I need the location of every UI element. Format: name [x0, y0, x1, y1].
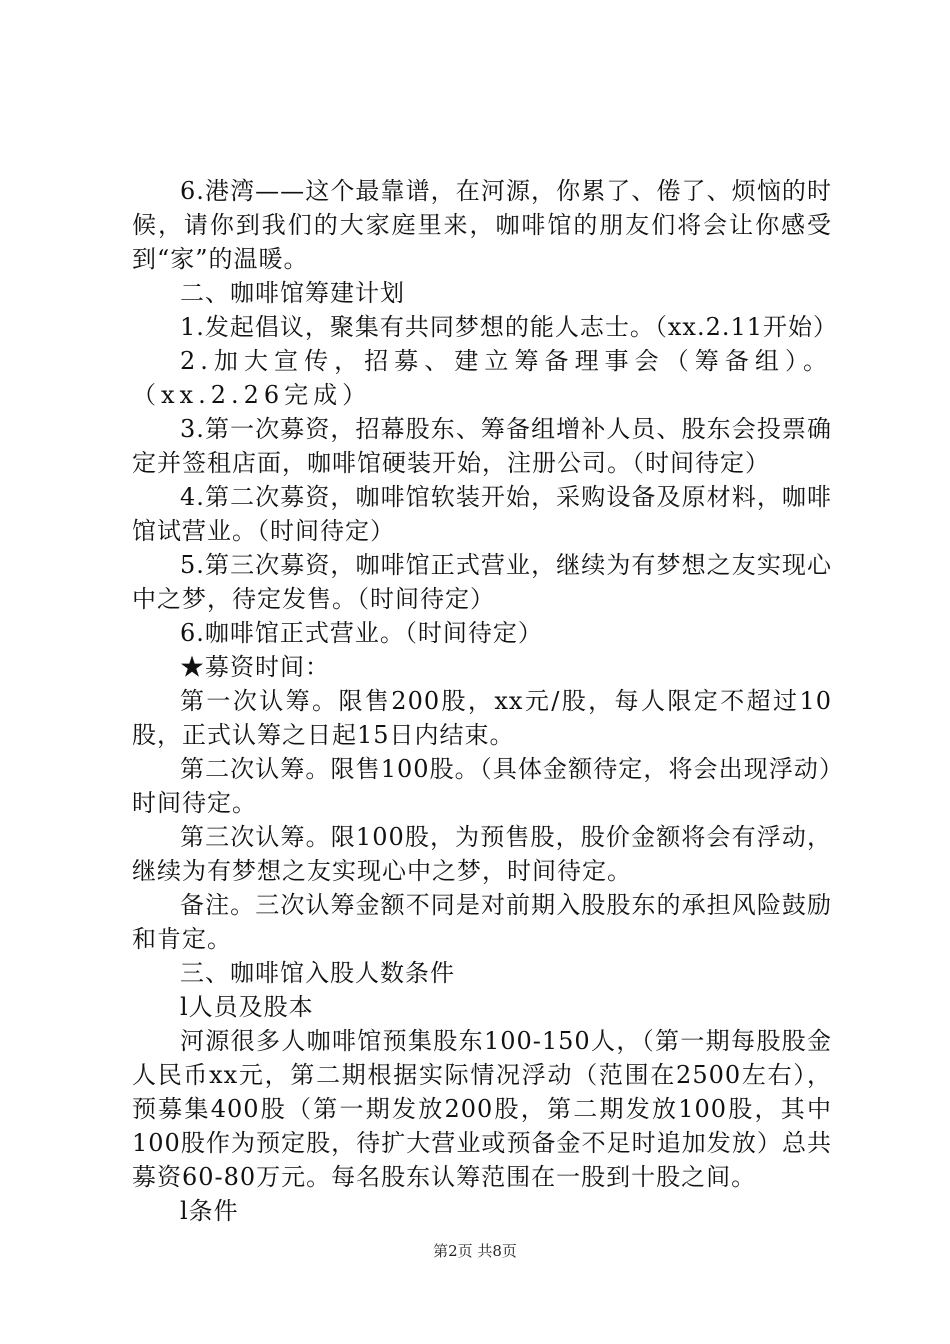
- heading-preparation-plan: 二、咖啡馆筹建计划: [180, 279, 405, 307]
- heading-fundraising-time: ★募资时间：: [180, 653, 330, 681]
- subscription-note: 备注。三次认筹金额不同是对前期入股股东的承担风险鼓励和肯定。: [132, 891, 832, 953]
- plan-item-4: 4.第二次募资，咖啡馆软装开始，采购设备及原材料，咖啡馆试营业。（时间待定）: [132, 483, 832, 545]
- subheading-personnel-capital: l人员及股本: [180, 993, 314, 1021]
- plan-item-6: 6.咖啡馆正式营业。（时间待定）: [180, 619, 543, 647]
- subscription-round-2: 第二次认筹。限售100股。（具体金额待定，将会出现浮动）时间待定。: [132, 755, 832, 817]
- paragraph-harbor: 6.港湾——这个最靠谱，在河源，你累了、倦了、烦恼的时候，请你到我们的大家庭里来，咖啡馆的朋友们将会让你感受到“家”的温暖。: [132, 177, 832, 273]
- plan-item-3: 3.第一次募资，招幕股东、筹备组增补人员、股东会投票确定并签租店面，咖啡馆硬装开始，注册公司。（时间待定）: [132, 415, 832, 477]
- subscription-round-3: 第三次认筹。限100股，为预售股，股价金额将会有浮动，继续为有梦想之友实现心中之梦，时间待定。: [132, 823, 832, 885]
- plan-item-5: 5.第三次募资，咖啡馆正式营业，继续为有梦想之友实现心中之梦，待定发售。（时间待定）: [132, 551, 832, 613]
- paragraph-personnel-capital: 河源很多人咖啡馆预集股东100-150人，（第一期每股股金人民币xx元，第二期根据实际情况浮动（范围在2500左右），预募集400股（第一期发放200股，第二期发放100股，其中100股作为预定股，待扩大营业或预备金不足时追加发放）总共募资60-80万元。每名股东认筹范围在一股到十股之间。: [132, 1027, 832, 1191]
- subscription-round-1: 第一次认筹。限售200股，xx元/股，每人限定不超过10股，正式认筹之日起15日内结束。: [132, 687, 832, 749]
- document-body: [132, 174, 839, 1228]
- page-number-footer: 第2页 共8页: [433, 1242, 517, 1260]
- heading-shareholder-conditions: 三、咖啡馆入股人数条件: [180, 959, 455, 987]
- plan-item-2: 2.加大宣传，招募、建立筹备理事会（筹备组）。（xx.2.26完成）: [132, 347, 832, 409]
- plan-item-1: 1.发起倡议，聚集有共同梦想的能人志士。（xx.2.11开始）: [180, 313, 839, 341]
- subheading-conditions: l条件: [180, 1197, 239, 1225]
